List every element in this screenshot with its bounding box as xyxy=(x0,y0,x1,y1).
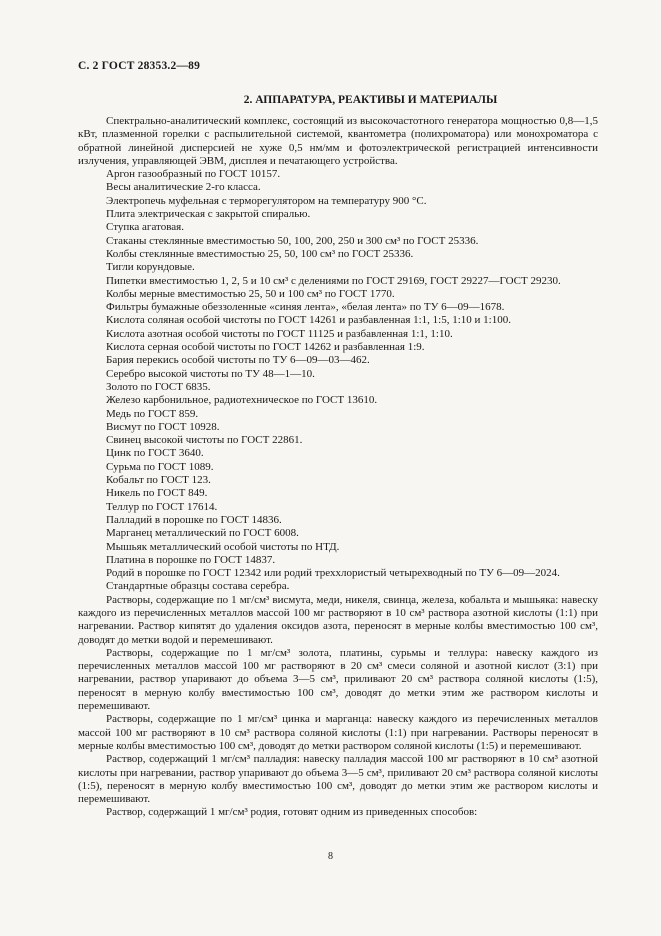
list-item: Кобальт по ГОСТ 123. xyxy=(106,474,211,487)
paragraph-solution: Растворы, содержащие по 1 мг/см³ висмута, меди, никеля, свинца, железа, кобальта и мышьяка: навеску каждого из перечисленных металлов массой 100 мг растворяют в 10 см³ раствора азотной кислоты (1:1) при нагревании. Раствор кипятят до удаления оксидов азота, переносят в мерные колбы вместимостью 100 см³, доводят до метки водой и перемешивают. xyxy=(78,593,598,646)
section-title xyxy=(0,94,661,106)
list-item: Кислота серная особой чистоты по ГОСТ 14262 и разбавленная 1:9. xyxy=(106,341,425,354)
list-item: Марганец металлический по ГОСТ 6008. xyxy=(106,527,299,540)
list-item: Платина в порошке по ГОСТ 14837. xyxy=(106,553,276,566)
list-item: Тигли корундовые. xyxy=(106,261,195,274)
list-item: Стаканы стеклянные вместимостью 50, 100, 200, 250 и 300 см³ по ГОСТ 25336. xyxy=(106,234,479,247)
list-item: Пипетки вместимостью 1, 2, 5 и 10 см³ с делениями по ГОСТ 29169, ГОСТ 29227—ГОСТ 29230. xyxy=(106,274,561,287)
list-item: Родий в порошке по ГОСТ 12342 или родий треххлористый четырехводный по ТУ 6—09—2024. xyxy=(106,567,560,580)
list-item: Золото по ГОСТ 6835. xyxy=(106,380,211,393)
list-item: Весы аналитические 2-го класса. xyxy=(106,181,261,194)
paragraph-equipment: Спектрально-аналитический комплекс, состоящий из высокочастотного генератора мощностью 0,8—1,5 кВт, плазменной горелки с распылительной системой, квантометра (полихроматора) или монохроматора с обратной линейной дисперсией не хуже 0,5 нм/мм и фотоэлектрической регистрацией интенсивности излучения, управляющей ЭВМ, дисплея и печатающего устройства. xyxy=(78,115,598,167)
paragraph-solution: Растворы, содержащие по 1 мг/см³ цинка и марганца: навеску каждого из перечисленных металлов массой 100 мг растворяют в 10 см³ раствора соляной кислоты (1:1) при нагревании. Растворы переносят в мерные колбы вместимостью 100 см³, доводят до метки раствором соляной кислоты (1:5) и перемешивают. xyxy=(78,713,598,752)
list-item: Сурьма по ГОСТ 1089. xyxy=(106,460,214,473)
list-item: Электропечь муфельная с терморегулятором на температуру 900 °С. xyxy=(106,194,427,207)
document-body xyxy=(78,115,598,820)
list-item: Колбы стеклянные вместимостью 25, 50, 100 см³ по ГОСТ 25336. xyxy=(106,247,414,260)
list-item: Медь по ГОСТ 859. xyxy=(106,407,199,420)
list-item: Висмут по ГОСТ 10928. xyxy=(106,420,220,433)
list-item: Аргон газообразный по ГОСТ 10157. xyxy=(106,168,281,181)
list-item: Колбы мерные вместимостью 25, 50 и 100 см³ по ГОСТ 1770. xyxy=(106,287,395,300)
list-item: Плита электрическая с закрытой спиралью. xyxy=(106,208,311,221)
list-item: Свинец высокой чистоты по ГОСТ 22861. xyxy=(106,434,303,447)
list-item: Кислота соляная особой чистоты по ГОСТ 14261 и разбавленная 1:1, 1:5, 1:10 и 1:100. xyxy=(106,314,511,327)
paragraph-solution: Раствор, содержащий 1 мг/см³ палладия: навеску палладия массой 100 мг растворяют в 10 см³ азотной кислоты при нагревании, раствор упаривают до объема 3—5 см³, приливают 20 см³ раствора соляной кислоты (1:5), переносят в мерную колбу вместимостью 100 см³, доводят до метки этим же раствором кислоты и перемешивают. xyxy=(78,753,598,806)
list-item: Стандартные образцы состава серебра. xyxy=(106,580,290,593)
list-item: Теллур по ГОСТ 17614. xyxy=(106,500,218,513)
list-item: Кислота азотная особой чистоты по ГОСТ 11125 и разбавленная 1:1, 1:10. xyxy=(106,327,453,340)
list-item: Цинк по ГОСТ 3640. xyxy=(106,447,204,460)
list-item: Ступка агатовая. xyxy=(106,221,184,234)
list-item: Железо карбонильное, радиотехническое по ГОСТ 13610. xyxy=(106,394,378,407)
list-item: Палладий в порошке по ГОСТ 14836. xyxy=(106,513,282,526)
list-item: Бария перекись особой чистоты по ТУ 6—09—03—462. xyxy=(106,354,370,367)
page-number: 8 xyxy=(328,851,333,862)
list-item: Никель по ГОСТ 849. xyxy=(106,487,208,500)
list-item: Мышьяк металлический особой чистоты по НТД. xyxy=(106,540,340,553)
paragraph-solution: Раствор, содержащий 1 мг/см³ родия, готовят одним из приведенных способов: xyxy=(106,806,478,819)
section-title-text: 2. АППАРАТУРА, РЕАКТИВЫ И МАТЕРИАЛЫ xyxy=(243,94,498,106)
paragraph-solution: Растворы, содержащие по 1 мг/см³ золота, платины, сурьмы и теллура: навеску каждого из перечисленных металлов массой 100 мг растворяют в 20 см³ смеси соляной и азотной кислот (3:1) при нагревании, раствор упаривают до объема 3—5 см³, приливают 20 см³ раствора соляной кислоты (1:5), переносят в мерную колбу вместимостью 100 см³, доводят до метки этим же раствором кислоты и перемешивают. xyxy=(78,646,598,713)
list-item: Серебро высокой чистоты по ТУ 48—1—10. xyxy=(106,367,315,380)
list-item: Фильтры бумажные обеззоленные «синяя лента», «белая лента» по ТУ 6—09—1678. xyxy=(106,301,505,314)
page-header: С. 2 ГОСТ 28353.2—89 xyxy=(78,60,201,72)
